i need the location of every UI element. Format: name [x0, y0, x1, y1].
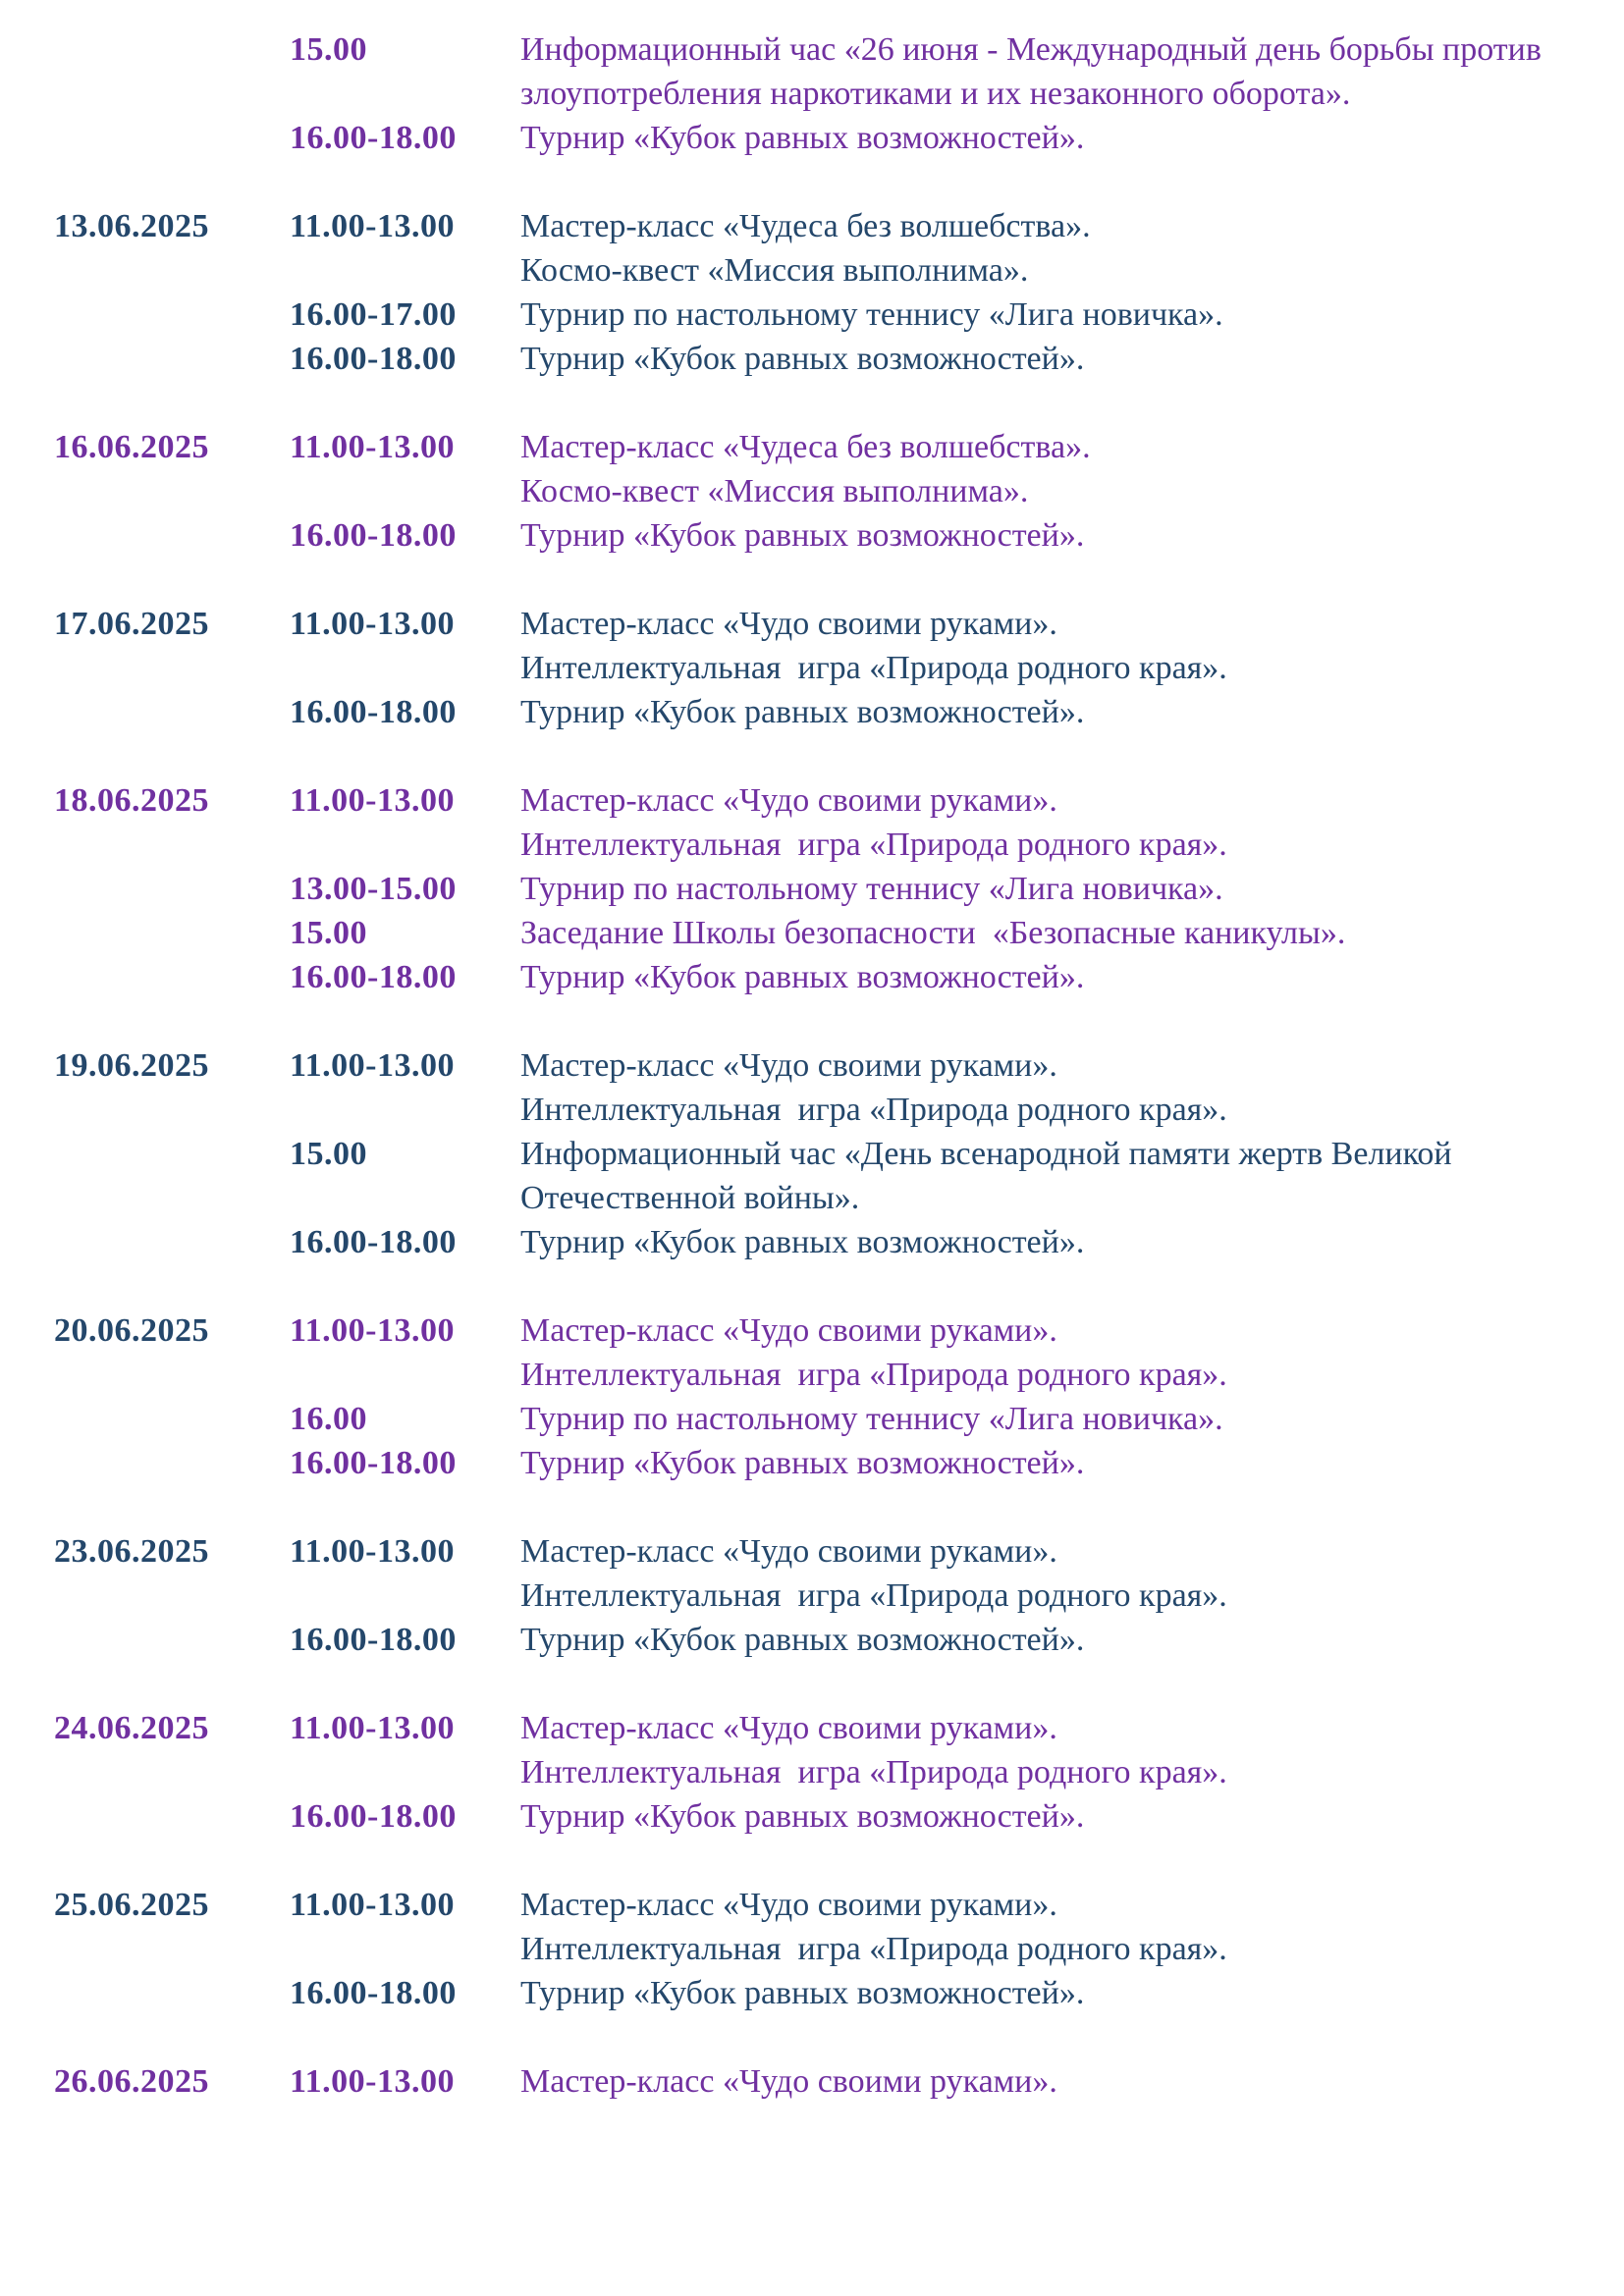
activity-text: Интеллектуальная игра «Природа родного края». — [520, 1092, 1227, 1128]
time-slot: 11.00-13.00 — [290, 2063, 455, 2100]
activity-list — [520, 602, 1581, 690]
schedule-row — [290, 1529, 1585, 1618]
activity-text: Интеллектуальная игра «Природа родного края». — [520, 1931, 1227, 1967]
time-slot: 11.00-13.00 — [290, 606, 455, 642]
activity-list — [520, 1794, 1581, 1839]
activity-list — [520, 911, 1581, 955]
time-slot: 15.00 — [290, 915, 367, 951]
activity-text: Интеллектуальная игра «Природа родного края». — [520, 1577, 1227, 1614]
schedule-entry — [54, 1706, 1585, 1839]
activity-list — [520, 1220, 1581, 1264]
activity-list — [520, 867, 1581, 911]
time-slot: 11.00-13.00 — [290, 1312, 455, 1349]
activity-text: Турнир «Кубок равных возможностей». — [520, 1445, 1085, 1481]
schedule-row — [290, 1794, 1585, 1839]
activity-list — [520, 1043, 1581, 1132]
time-slot: 11.00-13.00 — [290, 1887, 455, 1923]
schedule-row — [290, 2059, 1585, 2104]
entry-date: 23.06.2025 — [54, 1533, 209, 1570]
activity-text: Мастер-класс «Чудо своими руками». — [520, 606, 1057, 642]
activity-list — [520, 1132, 1581, 1220]
activity-list — [520, 1706, 1581, 1794]
activity-text: Космо-квест «Миссия выполнима». — [520, 252, 1029, 289]
schedule-row — [290, 27, 1585, 116]
time-slot: 16.00-18.00 — [290, 1445, 457, 1481]
entry-date: 19.06.2025 — [54, 1047, 209, 1084]
activity-text: Интеллектуальная игра «Природа родного края». — [520, 827, 1227, 863]
time-slot: 16.00-18.00 — [290, 120, 457, 156]
schedule-row — [290, 690, 1585, 734]
entry-date: 13.06.2025 — [54, 208, 209, 244]
activity-list — [520, 513, 1581, 558]
schedule-entry — [54, 425, 1585, 558]
schedule-row — [290, 1883, 1585, 1971]
activity-text: Мастер-класс «Чудеса без волшебства». — [520, 429, 1091, 465]
schedule-row — [290, 116, 1585, 160]
activity-text: Турнир «Кубок равных возможностей». — [520, 1224, 1085, 1260]
time-slot: 16.00-18.00 — [290, 959, 457, 995]
schedule-entry — [54, 204, 1585, 381]
entry-rows — [290, 2059, 1585, 2104]
schedule-row — [290, 293, 1585, 337]
activity-list — [520, 1883, 1581, 1971]
activity-text: Турнир по настольному теннису «Лига новичка». — [520, 871, 1223, 907]
entry-date: 20.06.2025 — [54, 1312, 209, 1349]
time-slot: 16.00-18.00 — [290, 1975, 457, 2011]
activity-text: Турнир «Кубок равных возможностей». — [520, 120, 1085, 156]
schedule — [54, 27, 1585, 2104]
time-slot: 16.00-18.00 — [290, 517, 457, 554]
activity-text: Турнир «Кубок равных возможностей». — [520, 517, 1085, 554]
time-slot: 11.00-13.00 — [290, 1533, 455, 1570]
activity-text: Мастер-класс «Чудо своими руками». — [520, 1047, 1057, 1084]
schedule-entry — [54, 1308, 1585, 1485]
entry-date: 17.06.2025 — [54, 606, 209, 642]
entry-rows — [290, 1883, 1585, 2015]
schedule-row — [290, 1971, 1585, 2015]
activity-text: Турнир «Кубок равных возможностей». — [520, 694, 1085, 730]
time-slot: 16.00-18.00 — [290, 1798, 457, 1835]
activity-list — [520, 1441, 1581, 1485]
time-slot: 11.00-13.00 — [290, 782, 455, 819]
time-slot: 13.00-15.00 — [290, 871, 457, 907]
activity-list — [520, 27, 1581, 116]
schedule-row — [290, 911, 1585, 955]
time-slot: 16.00-18.00 — [290, 1224, 457, 1260]
schedule-entry — [54, 2059, 1585, 2104]
activity-list — [520, 1308, 1581, 1397]
schedule-row — [290, 425, 1585, 513]
schedule-row — [290, 1618, 1585, 1662]
activity-list — [520, 204, 1581, 293]
activity-text: Интеллектуальная игра «Природа родного края». — [520, 1357, 1227, 1393]
entry-rows — [290, 602, 1585, 734]
activity-text: Космо-квест «Миссия выполнима». — [520, 473, 1029, 509]
activity-text: Турнир по настольному теннису «Лига новичка». — [520, 1401, 1223, 1437]
activity-list — [520, 293, 1581, 337]
activity-list — [520, 116, 1581, 160]
entry-rows — [290, 425, 1585, 558]
activity-text: Турнир «Кубок равных возможностей». — [520, 959, 1085, 995]
schedule-entry — [54, 602, 1585, 734]
time-slot: 11.00-13.00 — [290, 208, 455, 244]
entry-date: 18.06.2025 — [54, 782, 209, 819]
activity-text: Заседание Школы безопасности «Безопасные каникулы». — [520, 915, 1346, 951]
schedule-entry — [54, 1529, 1585, 1662]
activity-list — [520, 1397, 1581, 1441]
activity-text: Мастер-класс «Чудеса без волшебства». — [520, 208, 1091, 244]
activity-list — [520, 1529, 1581, 1618]
time-slot: 11.00-13.00 — [290, 1047, 455, 1084]
activity-list — [520, 425, 1581, 513]
schedule-row — [290, 1132, 1585, 1220]
schedule-entry — [54, 778, 1585, 999]
entry-rows — [290, 778, 1585, 999]
entry-date: 26.06.2025 — [54, 2063, 209, 2100]
schedule-entry — [54, 1883, 1585, 2015]
activity-text: Мастер-класс «Чудо своими руками». — [520, 1312, 1057, 1349]
schedule-row — [290, 1308, 1585, 1397]
schedule-entry — [54, 27, 1585, 160]
time-slot: 16.00-18.00 — [290, 694, 457, 730]
activity-text: Мастер-класс «Чудо своими руками». — [520, 1887, 1057, 1923]
activity-list — [520, 2059, 1581, 2104]
schedule-row — [290, 1706, 1585, 1794]
schedule-row — [290, 602, 1585, 690]
activity-text: Мастер-класс «Чудо своими руками». — [520, 1710, 1057, 1746]
schedule-row — [290, 1043, 1585, 1132]
entry-rows — [290, 1308, 1585, 1485]
time-slot: 11.00-13.00 — [290, 429, 455, 465]
schedule-row — [290, 1397, 1585, 1441]
entry-date: 16.06.2025 — [54, 429, 209, 465]
time-slot: 15.00 — [290, 1136, 367, 1172]
activity-list — [520, 690, 1581, 734]
activity-text: Турнир «Кубок равных возможностей». — [520, 1975, 1085, 2011]
schedule-row — [290, 867, 1585, 911]
activity-text: Турнир по настольному теннису «Лига новичка». — [520, 296, 1223, 333]
schedule-entry — [54, 1043, 1585, 1264]
activity-text: Мастер-класс «Чудо своими руками». — [520, 1533, 1057, 1570]
activity-text: Турнир «Кубок равных возможностей». — [520, 1622, 1085, 1658]
schedule-row — [290, 778, 1585, 867]
time-slot: 16.00-17.00 — [290, 296, 457, 333]
entry-rows — [290, 27, 1585, 160]
entry-rows — [290, 1529, 1585, 1662]
entry-rows — [290, 1706, 1585, 1839]
entry-date: 25.06.2025 — [54, 1887, 209, 1923]
schedule-row — [290, 337, 1585, 381]
time-slot: 16.00 — [290, 1401, 367, 1437]
activity-text: Турнир «Кубок равных возможностей». — [520, 341, 1085, 377]
activity-text: Интеллектуальная игра «Природа родного края». — [520, 650, 1227, 686]
activity-list — [520, 337, 1581, 381]
activity-list — [520, 778, 1581, 867]
schedule-row — [290, 1220, 1585, 1264]
time-slot: 11.00-13.00 — [290, 1710, 455, 1746]
activity-list — [520, 955, 1581, 999]
activity-text: Турнир «Кубок равных возможностей». — [520, 1798, 1085, 1835]
time-slot: 15.00 — [290, 31, 367, 68]
schedule-row — [290, 955, 1585, 999]
schedule-row — [290, 1441, 1585, 1485]
time-slot: 16.00-18.00 — [290, 1622, 457, 1658]
activity-list — [520, 1971, 1581, 2015]
schedule-row — [290, 513, 1585, 558]
activity-text: Мастер-класс «Чудо своими руками». — [520, 782, 1057, 819]
schedule-row — [290, 204, 1585, 293]
activity-text: Информационный час «26 июня - Международный день борьбы против злоупотребления наркотиками и их незаконного оборота». — [520, 31, 1550, 112]
entry-rows — [290, 1043, 1585, 1264]
time-slot: 16.00-18.00 — [290, 341, 457, 377]
activity-text: Мастер-класс «Чудо своими руками». — [520, 2063, 1057, 2100]
entry-rows — [290, 204, 1585, 381]
activity-text: Информационный час «День всенародной памяти жертв Великой Отечественной войны». — [520, 1136, 1461, 1216]
entry-date: 24.06.2025 — [54, 1710, 209, 1746]
activity-text: Интеллектуальная игра «Природа родного края». — [520, 1754, 1227, 1790]
activity-list — [520, 1618, 1581, 1662]
